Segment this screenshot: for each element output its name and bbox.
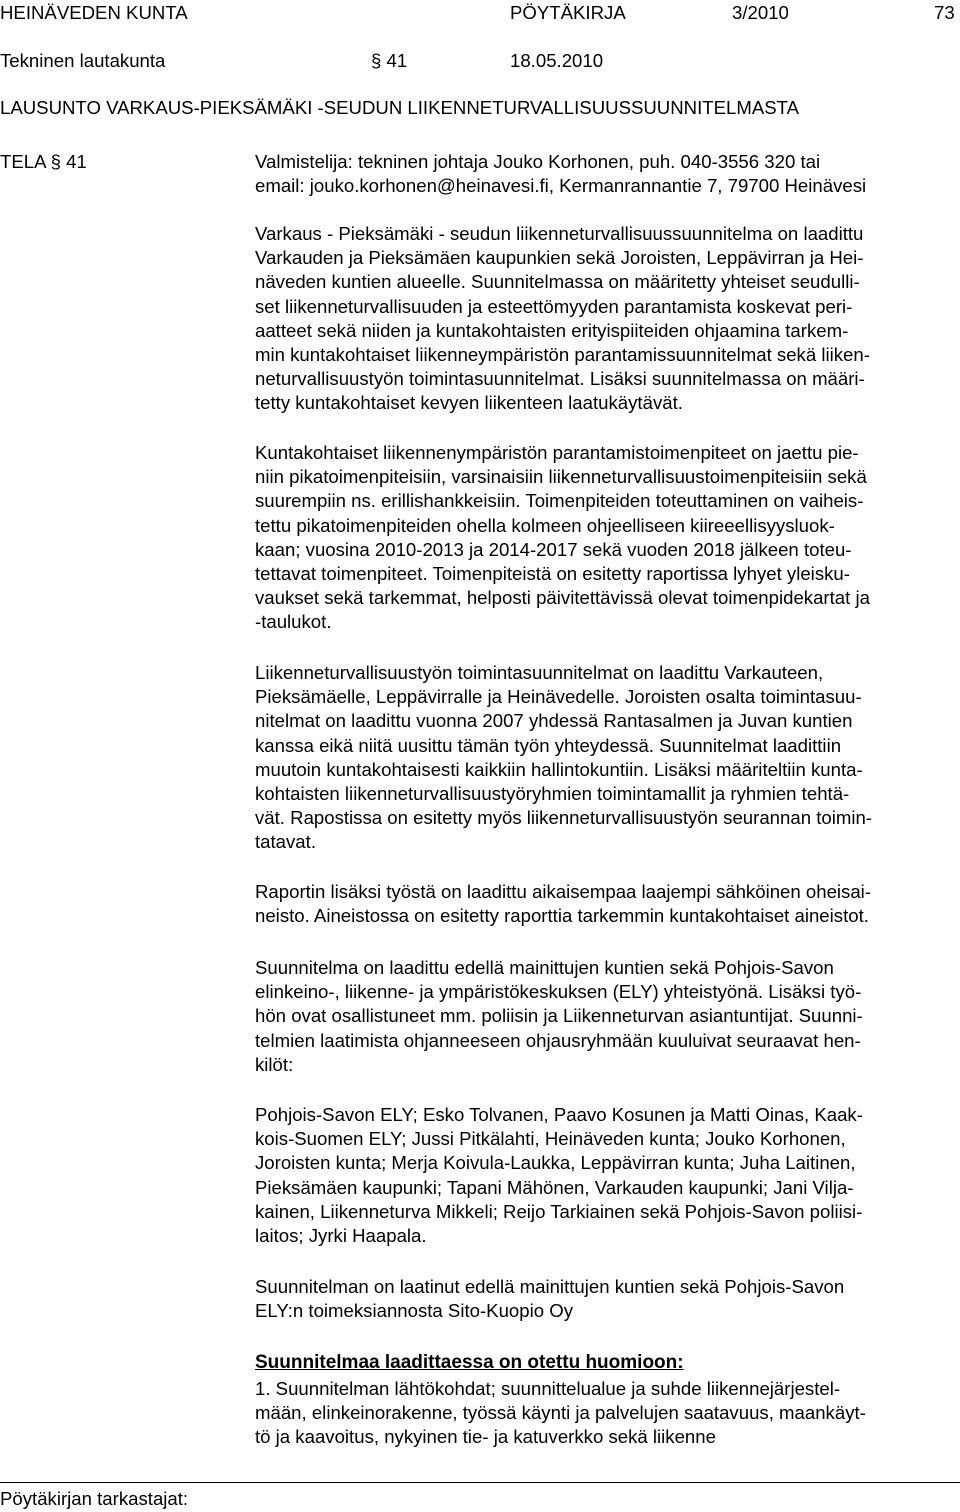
paragraph-line: hön ovat osallistuneet mm. poliisin ja Liikenneturvan asiantuntijat. Suunni-: [255, 1005, 863, 1027]
preparer-info: [255, 150, 960, 198]
paragraph-line: tatavat.: [255, 831, 316, 853]
meeting-section: § 41: [371, 50, 408, 71]
paragraph-line: kilöt:: [255, 1053, 294, 1075]
paragraph-line: ELY:n toimeksiannosta Sito-Kuopio Oy: [255, 1300, 573, 1322]
paragraph-line: Pieksämäen kaupunki; Tapani Mähönen, Varkauden kaupunki; Jani Vilja-: [255, 1176, 854, 1198]
paragraph-2: [255, 441, 960, 635]
footer-reviewers-label: Pöytäkirjan tarkastajat:: [0, 1488, 189, 1509]
paragraph-line: muutoin kuntakohtaisesti kaikkiin hallintokuntiin. Lisäksi määriteltiin kunta-: [255, 758, 863, 780]
paragraph-line: kois-Suomen ELY; Jussi Pitkälahti, Heinäveden kunta; Jouko Korhonen,: [255, 1128, 846, 1150]
preparer-line: Valmistelija: tekninen johtaja Jouko Korhonen, puh. 040-3556 320 tai: [255, 151, 821, 172]
paragraph-line: Liikenneturvallisuustyön toimintasuunnitelmat on laadittu Varkauteen,: [255, 662, 824, 683]
paragraph-line: kaan; vuosina 2010-2013 ja 2014-2017 sekä vuoden 2018 jälkeen toteu-: [255, 538, 852, 560]
paragraph-line: elinkeino-, liikenne- ja ympäristökeskuksen (ELY) yhteistyönä. Lisäksi työ-: [255, 981, 862, 1003]
paragraph-5: [255, 956, 960, 1077]
paragraph-line: Suunnitelma on laadittu edellä mainittujen kuntien sekä Pohjois-Savon: [255, 957, 834, 978]
paragraph-line: vät. Rapostissa on esitetty myös liikenneturvallisuustyön seurannan toimin-: [255, 807, 872, 829]
considerations-item-1: [255, 1377, 960, 1450]
header-doc-type: PÖYTÄKIRJA: [510, 2, 626, 23]
header-doc-number: 3/2010: [732, 2, 789, 23]
paragraph-line: tettavat toimenpiteet. Toimenpiteistä on esitetty raportissa lyhyet yleisku-: [255, 563, 850, 585]
paragraph-line: laitos; Jyrki Haapala.: [255, 1225, 427, 1247]
paragraph-line: Varkauden ja Pieksämäen kaupunkien sekä Joroisten, Leppävirran ja Hei-: [255, 247, 864, 269]
footer-divider: [0, 1482, 960, 1483]
paragraph-line: suurempiin ns. erillishankkeisiin. Toimenpiteiden toteuttaminen on vaiheis-: [255, 490, 864, 512]
paragraph-line: aatteet sekä niiden ja kuntakohtaisten erityispiiteiden ohjaamina tarkem-: [255, 319, 849, 341]
paragraph-line: Joroisten kunta; Merja Koivula-Laukka, Leppävirran kunta; Juha Laitinen,: [255, 1152, 856, 1174]
paragraph-line: set liikenneturvallisuuden ja esteettömyyden parantamista koskevat peri-: [255, 295, 853, 317]
meeting-date: 18.05.2010: [510, 50, 604, 71]
paragraph-line: niin pikatoimenpiteisiin, varsinaisiin liikenneturvallisuustoimenpiteisiin sekä: [255, 466, 867, 488]
considerations-heading: Suunnitelmaa laadittaessa on otettu huomioon:: [255, 1352, 684, 1373]
paragraph-line: Raportin lisäksi työstä on laadittu aikaisempaa laajempi sähköinen oheisai-: [255, 881, 871, 902]
paragraph-line: näveden kuntien alueelle. Suunnitelmassa on määritetty yhteiset seudulli-: [255, 271, 860, 293]
paragraph-line: kainen, Liikenneturva Mikkeli; Reijo Tarkiainen sekä Pohjois-Savon poliisi-: [255, 1200, 863, 1222]
paragraph-line: telmien laatimista ohjanneeseen ohjausryhmään kuuluivat seuraavat hen-: [255, 1029, 861, 1051]
meeting-body: Tekninen lautakunta: [0, 50, 166, 71]
paragraph-line: neisto. Aineistossa on esitetty raporttia tarkemmin kuntakohtaiset aineistot.: [255, 905, 869, 927]
paragraph-4: [255, 880, 960, 928]
paragraph-6: [255, 1103, 960, 1248]
paragraph-7: [255, 1275, 960, 1323]
document-title: LAUSUNTO VARKAUS-PIEKSÄMÄKI -SEUDUN LIIKENNETURVALLISUUSSUUNNITELMASTA: [0, 97, 800, 118]
paragraph-line: vaukset sekä tarkemmat, helposti päivitettävissä olevat toimenpidekartat ja: [255, 587, 870, 609]
paragraph-line: -taulukot.: [255, 611, 332, 633]
paragraph-1: [255, 222, 960, 416]
section-label: TELA § 41: [0, 151, 87, 172]
paragraph-line: tetty kuntakohtaiset kevyen liikenteen laatukäytävät.: [255, 392, 683, 414]
paragraph-line: neturvallisuustyön toimintasuunnitelmat. Lisäksi suunnitelmassa on määri-: [255, 368, 865, 390]
paragraph-line: kanssa eikä niitä uusittu tämän työn yhteydessä. Suunnitelmat laadittiin: [255, 734, 842, 756]
paragraph-line: Kuntakohtaiset liikennenympäristön parantamistoimenpiteet on jaettu pie-: [255, 442, 859, 463]
considerations-line: mään, elinkeinorakenne, työssä käynti ja palvelujen saatavuus, maankäyt-: [255, 1402, 866, 1424]
considerations-line: tö ja kaavoitus, nykyinen tie- ja katuverkko sekä liikenne: [255, 1426, 716, 1448]
paragraph-line: kohtaisten liikenneturvallisuustyöryhmien toimintamallit ja ryhmien tehtä-: [255, 783, 850, 805]
paragraph-line: Pieksämäelle, Leppävirralle ja Heinävedelle. Joroisten osalta toimintasuu-: [255, 686, 862, 708]
paragraph-line: Varkaus - Pieksämäki - seudun liikenneturvallisuussuunnitelma on laadittu: [255, 223, 864, 244]
paragraph-line: nitelmat on laadittu vuonna 2007 yhdessä Rantasalmen ja Juvan kuntien: [255, 710, 853, 732]
preparer-line: email: jouko.korhonen@heinavesi.fi, Kermanrannantie 7, 79700 Heinävesi: [255, 175, 867, 197]
header-page-number: 73: [934, 2, 955, 23]
paragraph-line: Pohjois-Savon ELY; Esko Tolvanen, Paavo Kosunen ja Matti Oinas, Kaak-: [255, 1104, 863, 1125]
paragraph-line: tettu pikatoimenpiteiden ohella kolmeen ohjeelliseen kiireeellisyysluok-: [255, 514, 835, 536]
paragraph-3: [255, 661, 960, 855]
header-municipality: HEINÄVEDEN KUNTA: [0, 2, 188, 23]
paragraph-line: min kuntakohtaiset liikenneympäristön parantamissuunnitelmat sekä liiken-: [255, 344, 870, 366]
paragraph-line: Suunnitelman on laatinut edellä mainittujen kuntien sekä Pohjois-Savon: [255, 1276, 845, 1297]
considerations-line: 1. Suunnitelman lähtökohdat; suunnittelualue ja suhde liikennejärjestel-: [255, 1378, 841, 1399]
